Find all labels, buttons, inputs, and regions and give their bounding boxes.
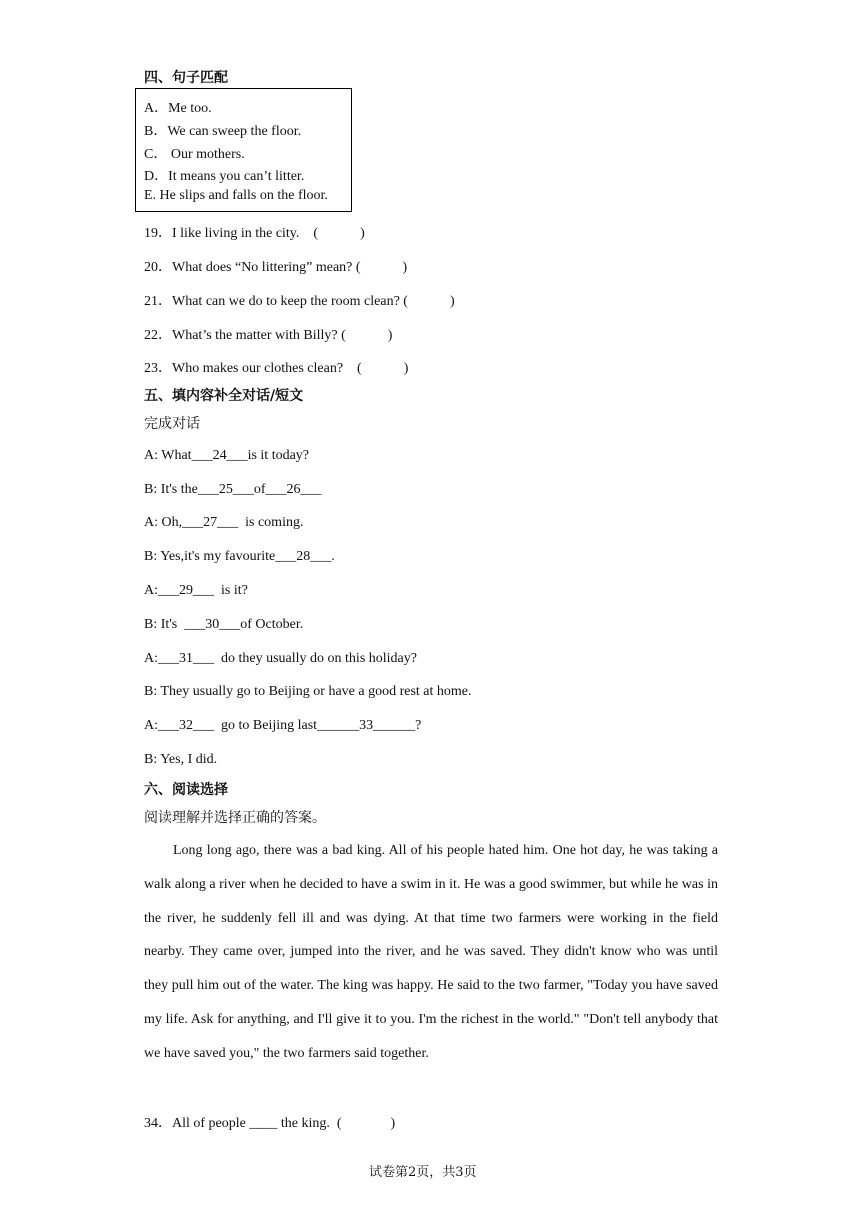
option-d: D．It means you can’t litter. xyxy=(144,169,305,184)
question-34: 34．All of people ____ the king. ( ) xyxy=(144,1116,396,1131)
option-a: A．Me too. xyxy=(144,101,212,116)
dialog-line-8: B: They usually go to Beijing or have a good rest at home. xyxy=(144,684,472,699)
dialog-line-6: B: It's ___30___of October. xyxy=(144,617,304,632)
dialog-line-3: A: Oh,___27___ is coming. xyxy=(144,515,304,530)
dialog-line-10: B: Yes, I did. xyxy=(144,752,218,767)
option-b: B．We can sweep the floor. xyxy=(144,124,302,139)
question-21: 21．What can we do to keep the room clean? ( ) xyxy=(144,294,455,309)
page-footer: 试卷第2页，共3页 xyxy=(369,1165,477,1180)
section-5-instruction: 完成对话 xyxy=(144,416,200,432)
question-19: 19．I like living in the city. ( ) xyxy=(144,226,365,241)
question-20: 20．What does “No littering” mean? ( ) xyxy=(144,260,408,275)
section-4-heading: 四、句子匹配 xyxy=(144,70,228,86)
dialog-line-9: A:___32___ go to Beijing last______33______? xyxy=(144,718,422,733)
option-e: E. He slips and falls on the floor. xyxy=(144,188,328,203)
dialog-line-7: A:___31___ do they usually do on this holiday? xyxy=(144,651,417,666)
dialog-line-4: B: Yes,it's my favourite___28___. xyxy=(144,549,335,564)
dialog-line-2: B: It's the___25___of___26___ xyxy=(144,482,322,497)
section-5-heading: 五、填内容补全对话/短文 xyxy=(144,388,304,404)
reading-passage: Long long ago, there was a bad king. All of his people hated him. One hot day, he was taking a walk along a river when he decided to have a swim in it. He was a good swimmer, but while he was in the river, he suddenly fell ill and was dying. At that time two farmers were working in the field nearby. They came over, jumped into the river, and he was saved. They didn't know who was until they pull him out of the water. The king was happy. He said to the two farmer, "Today you have saved my life. Ask for anything, and I'll give it to you. I'm the richest in the world." "Don't tell anybody that we have saved you," the two farmers said together. xyxy=(144,843,718,1061)
section-6-instruction: 阅读理解并选择正确的答案。 xyxy=(144,810,326,826)
question-22: 22．What’s the matter with Billy? ( ) xyxy=(144,328,393,343)
option-c: C． Our mothers. xyxy=(144,147,245,162)
dialog-line-1: A: What___24___is it today? xyxy=(144,448,310,463)
dialog-line-5: A:___29___ is it? xyxy=(144,583,248,598)
question-23: 23．Who makes our clothes clean? ( ) xyxy=(144,361,409,376)
section-6-heading: 六、阅读选择 xyxy=(144,782,228,798)
